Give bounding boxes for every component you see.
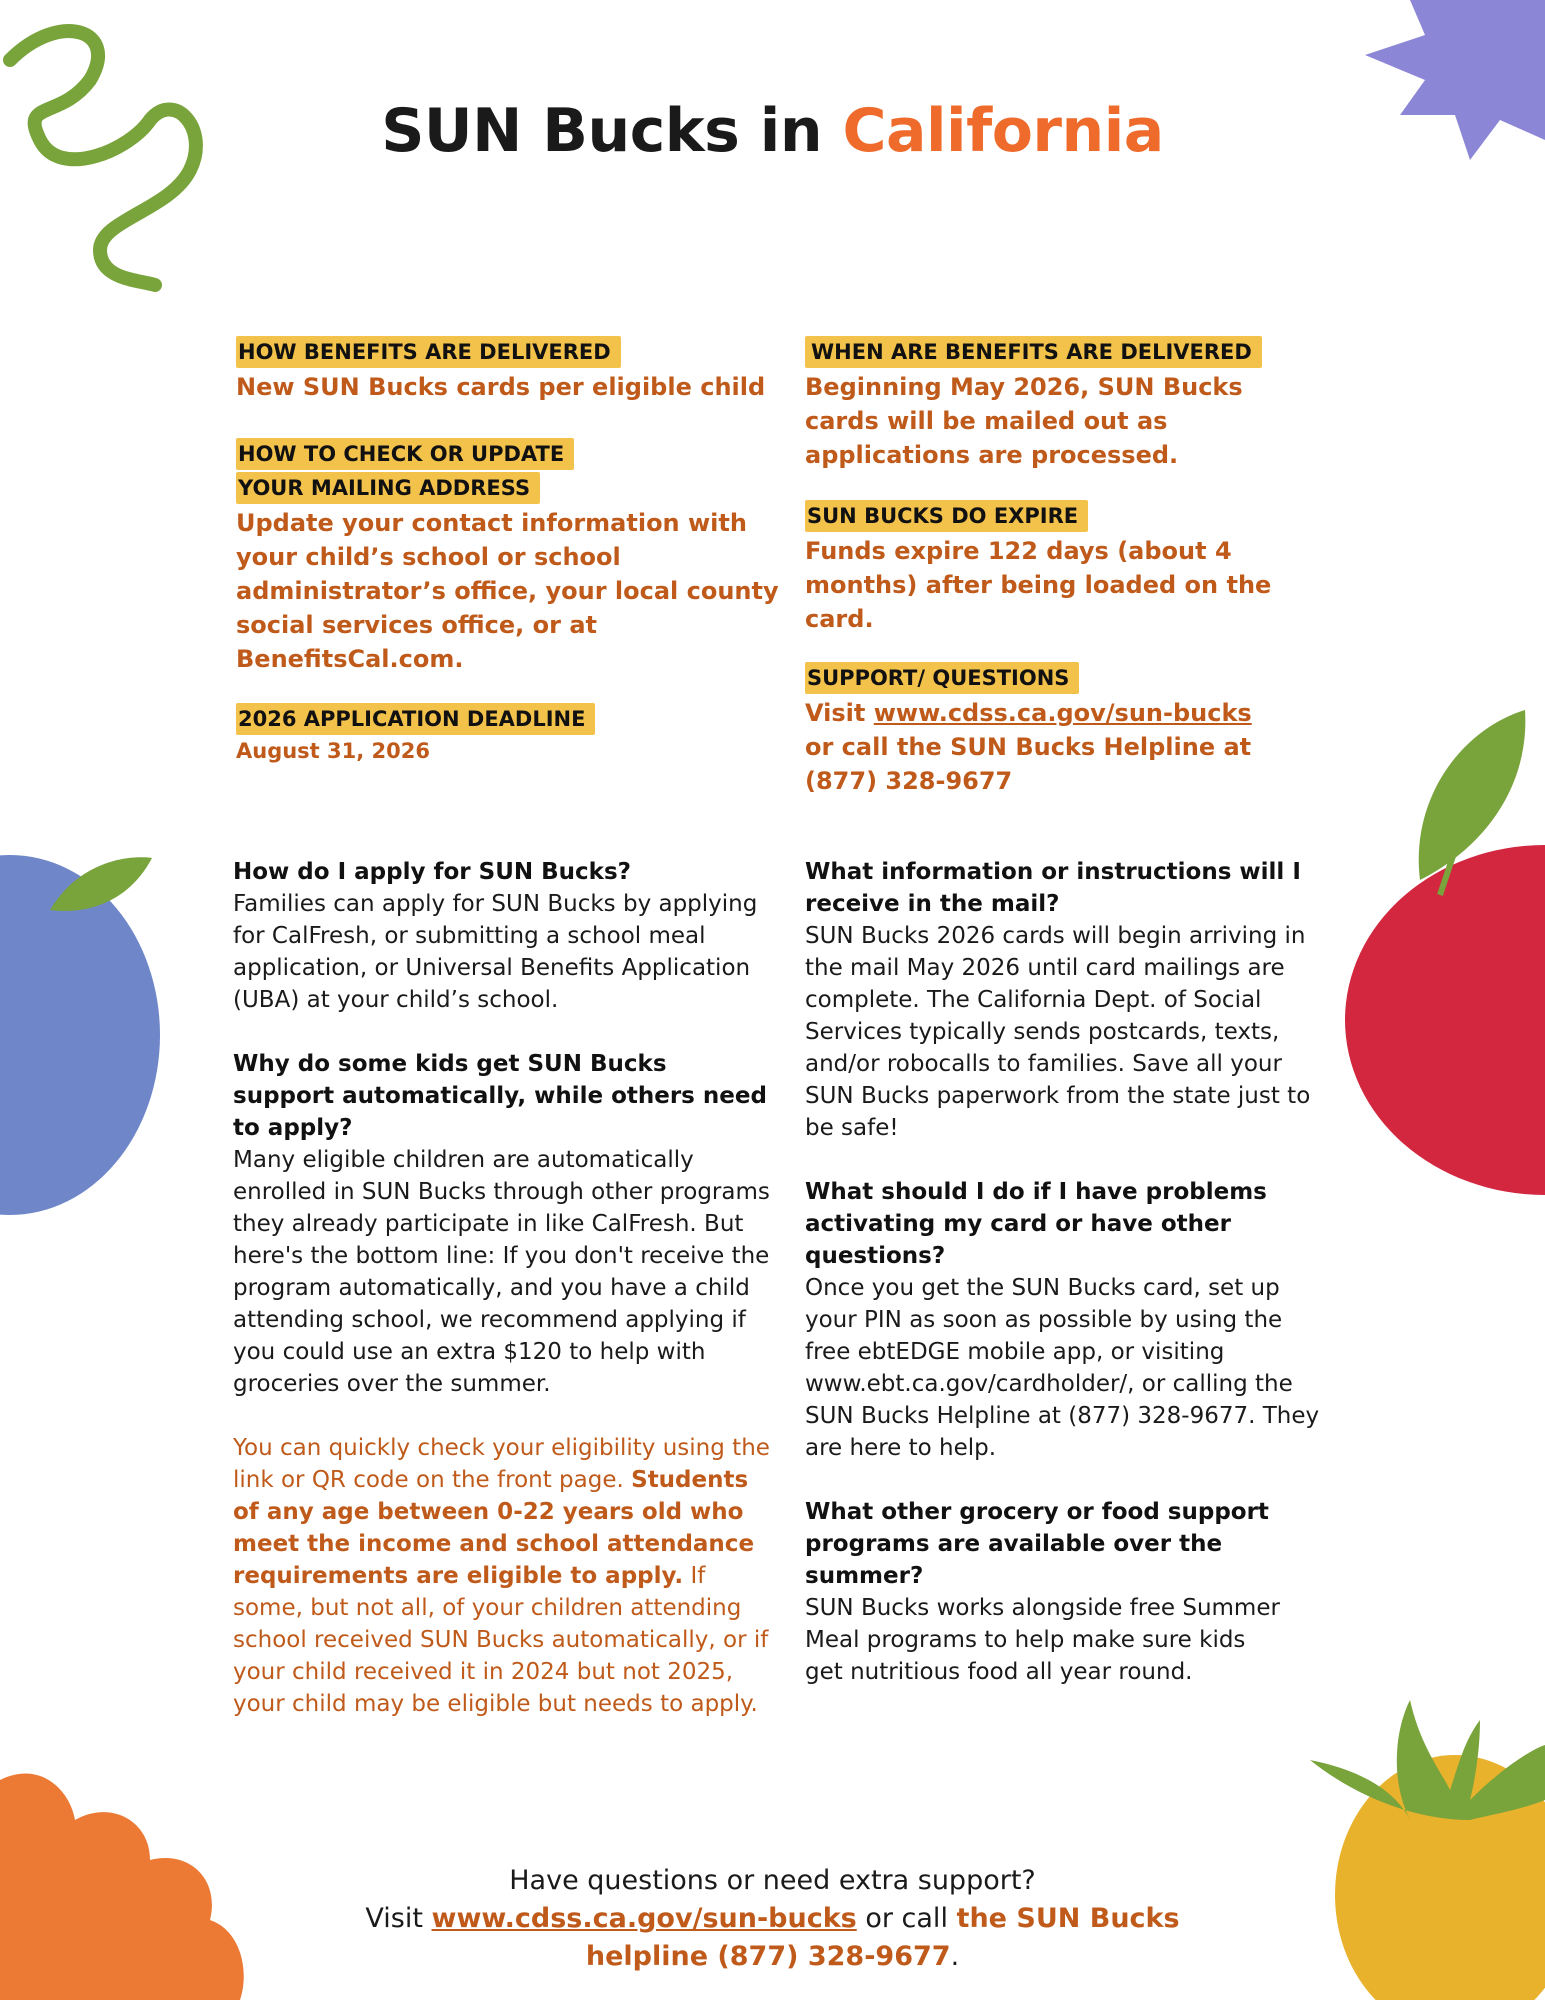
info-expiry bbox=[805, 500, 1275, 636]
info-when-delivered bbox=[805, 336, 1275, 472]
section-tag: WHEN ARE BENEFITS ARE DELIVERED bbox=[805, 336, 1262, 368]
faq-question: What should I do if I have problems activating my card or have other questions? bbox=[805, 1179, 1267, 1269]
note-text: You can quickly check your eligibility using the link or QR code on the front page. bbox=[233, 1435, 770, 1493]
support-link[interactable]: www.cdss.ca.gov/sun-bucks bbox=[873, 699, 1252, 727]
page-title bbox=[0, 96, 1545, 166]
footer-link[interactable]: www.cdss.ca.gov/sun-bucks bbox=[431, 1903, 857, 1934]
faq-answer: SUN Bucks 2026 cards will begin arriving in the mail May 2026 until card mailings are complete. The California Dept. of Social Services typically sends postcards, texts, and/or robocalls to families. Save all your SUN Bucks paperwork from the state just to be safe! bbox=[805, 923, 1311, 1141]
footer-question: Have questions or need extra support? bbox=[509, 1865, 1036, 1896]
section-text: New SUN Bucks cards per eligible child bbox=[236, 373, 766, 401]
red-fruit-decoration bbox=[1345, 845, 1545, 1195]
section-text: Funds expire 122 days (about 4 months) after being loaded on the card. bbox=[805, 537, 1272, 633]
yellow-fruit-leaves bbox=[1310, 1700, 1545, 1820]
section-text: Beginning May 2026, SUN Bucks cards will be mailed out as applications are processed. bbox=[805, 373, 1243, 469]
info-mailing-address bbox=[236, 438, 796, 676]
note-emphasis: Students of any age between 0-22 years old who meet the income and school attendance requirements are eligible to apply. bbox=[233, 1467, 755, 1589]
info-delivery bbox=[236, 336, 796, 404]
section-tag: HOW TO CHECK OR UPDATE bbox=[236, 438, 574, 470]
deadline-date: August 31, 2026 bbox=[236, 739, 430, 763]
section-tag: SUN BUCKS DO EXPIRE bbox=[805, 500, 1088, 532]
info-deadline bbox=[236, 703, 796, 765]
faq-answer: Many eligible children are automatically enrolled in SUN Bucks through other programs they already participate in like CalFresh. But here's the bottom line: If you don't receive the program automatically, and you have a child attending school, we recommend applying if you could use an extra $120 to help with groceries over the summer. bbox=[233, 1147, 770, 1397]
support-text bbox=[805, 696, 1275, 798]
footer-visit: Visit bbox=[365, 1903, 423, 1934]
title-text: SUN Bucks in bbox=[381, 96, 823, 166]
section-tag: HOW BENEFITS ARE DELIVERED bbox=[236, 336, 621, 368]
title-state: California bbox=[842, 96, 1164, 166]
section-tag: YOUR MAILING ADDRESS bbox=[236, 472, 540, 504]
footer-helpline: the SUN Bucks helpline (877) 328-9677 bbox=[585, 1903, 1180, 1972]
faq-answer: Once you get the SUN Bucks card, set up your PIN as soon as possible by using the free ebtEDGE mobile app, or visiting www.ebt.ca.gov/cardholder/, or calling the SUN Bucks Helpline at (877) 328-9677. They are here to help. bbox=[805, 1275, 1320, 1461]
faq-answer: Families can apply for SUN Bucks by applying for CalFresh, or submitting a school meal application, or Universal Benefits Application (UBA) at your child’s school. bbox=[233, 891, 758, 1013]
section-text: Update your contact information with your child’s school or school administrator’s office, your local county social services office, or at BenefitsCal.com. bbox=[236, 509, 779, 673]
support-text-pre: Visit bbox=[805, 699, 866, 727]
eligibility-note bbox=[233, 1432, 773, 1720]
orange-flower-decoration bbox=[0, 1774, 244, 2000]
footer-or-call: or call bbox=[865, 1903, 948, 1934]
footer-period: . bbox=[950, 1941, 960, 1972]
faq-question: How do I apply for SUN Bucks? bbox=[233, 859, 631, 885]
support-text-post: or call the SUN Bucks Helpline at (877) 328-9677 bbox=[805, 733, 1252, 795]
note-text: If some, but not all, of your children attending school received SUN Bucks automatically, or if your child received it in 2024 but not 2025, your child may be eligible but needs to apply. bbox=[233, 1563, 769, 1717]
faq-question: Why do some kids get SUN Bucks support automatically, while others need to apply? bbox=[233, 1051, 767, 1141]
faq-question: What other grocery or food support programs are available over the summer? bbox=[805, 1499, 1269, 1589]
faq-answer: SUN Bucks works alongside free Summer Meal programs to help make sure kids get nutritious food all year round. bbox=[805, 1595, 1280, 1685]
info-support bbox=[805, 662, 1275, 798]
faq-question: What information or instructions will I receive in the mail? bbox=[805, 859, 1301, 917]
section-tag: 2026 APPLICATION DEADLINE bbox=[236, 703, 595, 735]
footer bbox=[300, 1862, 1245, 1976]
faq-right-column bbox=[805, 856, 1325, 1720]
faq-left-column bbox=[233, 856, 773, 1720]
footer-contact bbox=[300, 1900, 1245, 1976]
section-tag: SUPPORT/ QUESTIONS bbox=[805, 662, 1079, 694]
